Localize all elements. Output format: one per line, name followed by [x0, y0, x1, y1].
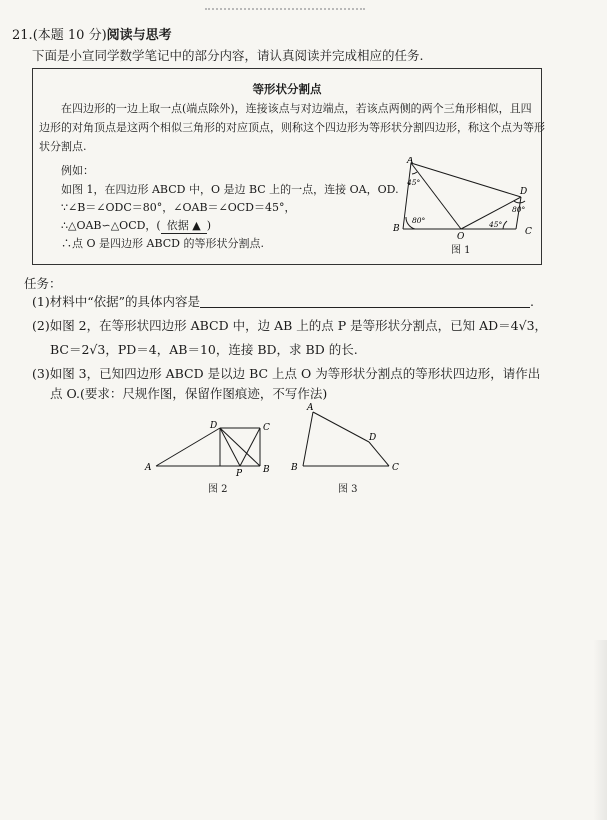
question-title: 阅读与思考 — [106, 28, 172, 43]
task-2-line-1: (2)如图 2，在等形状四边形 ABCD 中，边 AB 上的点 P 是等形状分割点，已知 AD＝4√3， — [32, 318, 548, 333]
example-label: 例如： — [61, 164, 94, 177]
figure-2-caption: 图 2 — [208, 484, 228, 495]
fig3-label-d: D — [369, 433, 377, 443]
example-line-3-pre: ∴△OAB∽△OCD，( — [61, 219, 161, 232]
task-1-text: (1)材料中“依据”的具体内容是 — [32, 294, 200, 309]
task-2-line-2: BC＝2√3，PD＝4，AB＝10，连接 BD，求 BD 的长. — [50, 342, 358, 357]
basis-blank: 依据 ▲ — [161, 218, 207, 234]
figure-1-caption: 图 1 — [451, 245, 471, 256]
note-box — [32, 68, 545, 265]
fig1-label-b: B — [393, 224, 400, 234]
question-number: 21. — [12, 28, 33, 43]
fig1-label-o: O — [457, 232, 465, 242]
question-score: (本题 10 分) — [32, 28, 107, 43]
fig2-label-b: B — [263, 465, 270, 475]
fig1-angle-a: 45° — [407, 178, 421, 187]
question-intro: 下面是小宣同学数学笔记中的部分内容，请认真阅读并完成相应的任务. — [32, 48, 424, 63]
definition-line-1: 在四边形的一边上取一点(端点除外)，连接该点与对边端点，若该点两侧的两个三角形相似，且四 — [61, 102, 532, 115]
definition-line-3: 状分割点. — [39, 140, 87, 153]
example-line-3-post: ) — [206, 219, 212, 232]
task-1-answer-blank[interactable] — [200, 295, 530, 308]
definition-line-2: 边形的对角顶点是这两个相似三角形的对应顶点，则称这个四边形为等形状分割四边形，称这个点为等形 — [39, 121, 545, 134]
fig1-angle-d: 80° — [512, 205, 526, 214]
fig1-label-c: C — [525, 227, 532, 237]
fig3-label-c: C — [392, 463, 399, 473]
fig2-label-c: C — [263, 423, 270, 433]
fig2-label-a: A — [145, 463, 152, 473]
example-line-3 — [61, 218, 211, 234]
scan-shadow — [593, 640, 607, 820]
scan-artifact — [205, 8, 365, 14]
task-1 — [32, 294, 534, 310]
task-3-line-2: 点 O.(要求：尺规作图，保留作图痕迹，不写作法) — [50, 386, 328, 401]
figure-3-caption: 图 3 — [338, 484, 358, 495]
figure-3 — [285, 398, 405, 478]
task-1-end: . — [530, 294, 534, 309]
task-3-line-1: (3)如图 3，已知四边形 ABCD 是以边 BC 上点 O 为等形状分割点的等形状四边形，请作出 — [32, 366, 541, 381]
fig1-angle-b: 80° — [412, 216, 426, 225]
fig2-label-d: D — [210, 421, 218, 431]
example-line-2: ∵∠B＝∠ODC＝80°，∠OAB＝∠OCD＝45°， — [61, 201, 296, 214]
note-title: 等形状分割点 — [252, 82, 322, 96]
task-heading: 任务： — [24, 276, 62, 291]
example-line-1: 如图 1，在四边形 ABCD 中，O 是边 BC 上的一点，连接 OA，OD. — [61, 183, 399, 196]
fig3-label-b: B — [291, 463, 298, 473]
fig1-label-d: D — [520, 187, 528, 197]
fig3-label-a: A — [307, 403, 314, 413]
fig2-label-p: P — [236, 469, 243, 478]
example-line-4: ∴点 O 是四边形 ABCD 的等形状分割点. — [61, 237, 264, 250]
fig1-angle-c: 45° — [489, 220, 503, 229]
fig1-label-a: A — [407, 157, 414, 166]
question-header — [12, 28, 172, 44]
figure-2 — [140, 410, 285, 478]
